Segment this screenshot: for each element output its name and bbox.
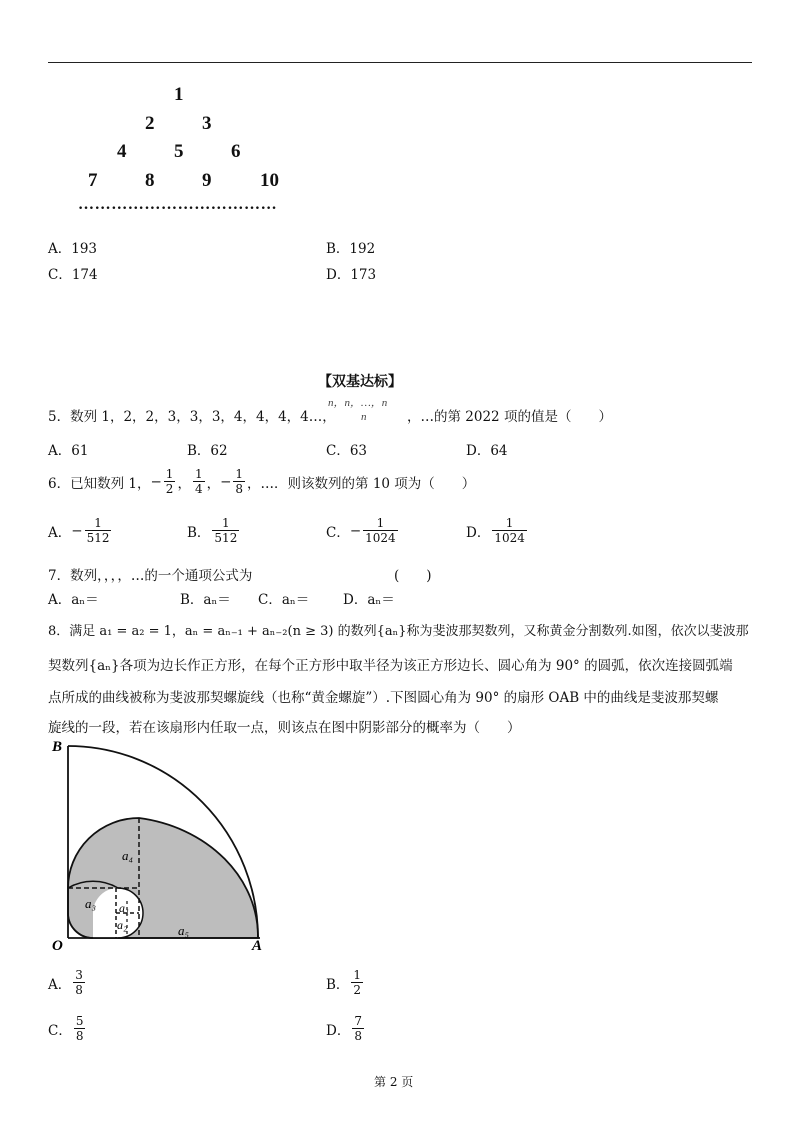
q8-option-c: C． $\frac{5}{8}$ [48, 1014, 84, 1043]
q6-term-sign: − [220, 473, 232, 490]
section-heading: 【双基达标】 [318, 374, 402, 390]
triangle-cell: 1 [174, 84, 184, 105]
q6-option-a: A． − $\frac{1}{512}$ [48, 516, 110, 545]
q6-term-1: $\frac{1}{2}$ [165, 467, 174, 496]
q4-option-c: C．174 [48, 267, 98, 283]
q4-option-b: B．192 [326, 241, 376, 257]
triangle-cell: 4 [117, 141, 127, 162]
q5-underbrace-count: n [361, 411, 367, 423]
triangle-cell: 6 [231, 141, 241, 162]
label-a3: a₃ [85, 896, 97, 911]
q7-stem: 7．数列，，，，…的一个通项公式为 [48, 568, 253, 584]
q8-stem-line-2: 契数列{aₙ}各项为边长作正方形，在每个正方形中取半径为该正方形边长、圆心角为 90° 的圆弧，依次连接圆弧端 [48, 658, 733, 674]
page-number: 第 2 页 [374, 1075, 414, 1089]
label-b: B [52, 739, 63, 755]
q8-stem-line-4: 旋线的一段，若在该扇形内任取一点，则该点在图中阴影部分的概率为（ ） [48, 720, 521, 736]
q4-option-d: D．173 [326, 267, 377, 283]
q7-answer-paren: ( ) [394, 568, 432, 584]
q7-option-b: B．aₙ＝ [180, 592, 231, 608]
q6-option-c: C． − $\frac{1}{1024}$ [326, 516, 396, 545]
fibonacci-sector-figure [48, 736, 278, 956]
label-o: O [52, 938, 63, 952]
q6-term-3: $\frac{1}{8}$ [235, 467, 244, 496]
q5-option-c: C．63 [326, 443, 368, 459]
triangle-cell: 8 [145, 170, 155, 191]
q8-stem-line-1: 8．满足 a₁ = a₂ = 1，aₙ = aₙ₋₁ + aₙ₋₂(n ≥ 3) 的数列{aₙ}称为斐波那契数列，又称黄金分割数列.如图，依次以斐波那 [48, 624, 749, 639]
q6-term-sign: − [150, 473, 162, 490]
q7-option-d: D．aₙ＝ [343, 592, 395, 608]
q8-option-b: B． $\frac{1}{2}$ [326, 968, 362, 997]
triangle-cell: 7 [88, 170, 98, 191]
q6-stem-start: 6．已知数列 1， [48, 475, 151, 492]
q5-stem-end: ，…的第 2022 项的值是（ ） [407, 409, 612, 425]
q5-overbrace-terms: n，n，…，n [328, 397, 388, 409]
label-a: A [252, 938, 263, 952]
q6-term-2: $\frac{1}{4}$ [194, 467, 203, 496]
q6-option-b: B． $\frac{1}{512}$ [187, 516, 238, 545]
q8-option-a: A． $\frac{3}{8}$ [48, 968, 83, 997]
q5-option-d: D．64 [466, 443, 508, 459]
q6-stem-end: ，…．则该数列的第 10 项为（ ） [247, 475, 476, 492]
triangle-cell: 9 [202, 170, 212, 191]
q5-option-b: B．62 [187, 443, 228, 459]
triangle-cell: 2 [145, 113, 155, 134]
label-a5: a₅ [178, 923, 190, 938]
header-rule [48, 62, 752, 63]
q4-option-a: A．193 [48, 241, 98, 257]
label-a2: a₂ [117, 918, 128, 932]
q8-option-d: D． $\frac{7}{8}$ [326, 1014, 362, 1043]
triangle-cell: 10 [260, 170, 279, 191]
q8-stem-line-3: 点所成的曲线被称为斐波那契螺旋线（也称“黄金螺旋”）.下图圆心角为 90° 的扇形 OAB 中的曲线是斐波那契螺 [48, 690, 719, 706]
label-a4: a₄ [122, 848, 134, 863]
q7-option-a: A．aₙ＝ [48, 592, 99, 608]
q5-stem-start: 5．数列 1，2，2，3，3，3，4，4，4，4…， [48, 409, 336, 425]
q6-stem: 6．已知数列 1， − $\frac{1}{2}$ ， $\frac{1}{4}$ ， − $\frac{1}{8}$ ，…．则该数列的第 10 项为（ ） [48, 467, 476, 496]
triangle-cell: 3 [202, 113, 212, 134]
q7-option-c: C．aₙ＝ [258, 592, 310, 608]
label-a1: a₁ [119, 901, 130, 915]
q6-option-d: D． $\frac{1}{1024}$ [466, 516, 525, 545]
triangle-continuation-dots: ……………………………… [78, 196, 278, 213]
q5-option-a: A．61 [48, 443, 89, 459]
fibonacci-spiral-diagram [48, 736, 278, 952]
triangle-cell: 5 [174, 141, 184, 162]
